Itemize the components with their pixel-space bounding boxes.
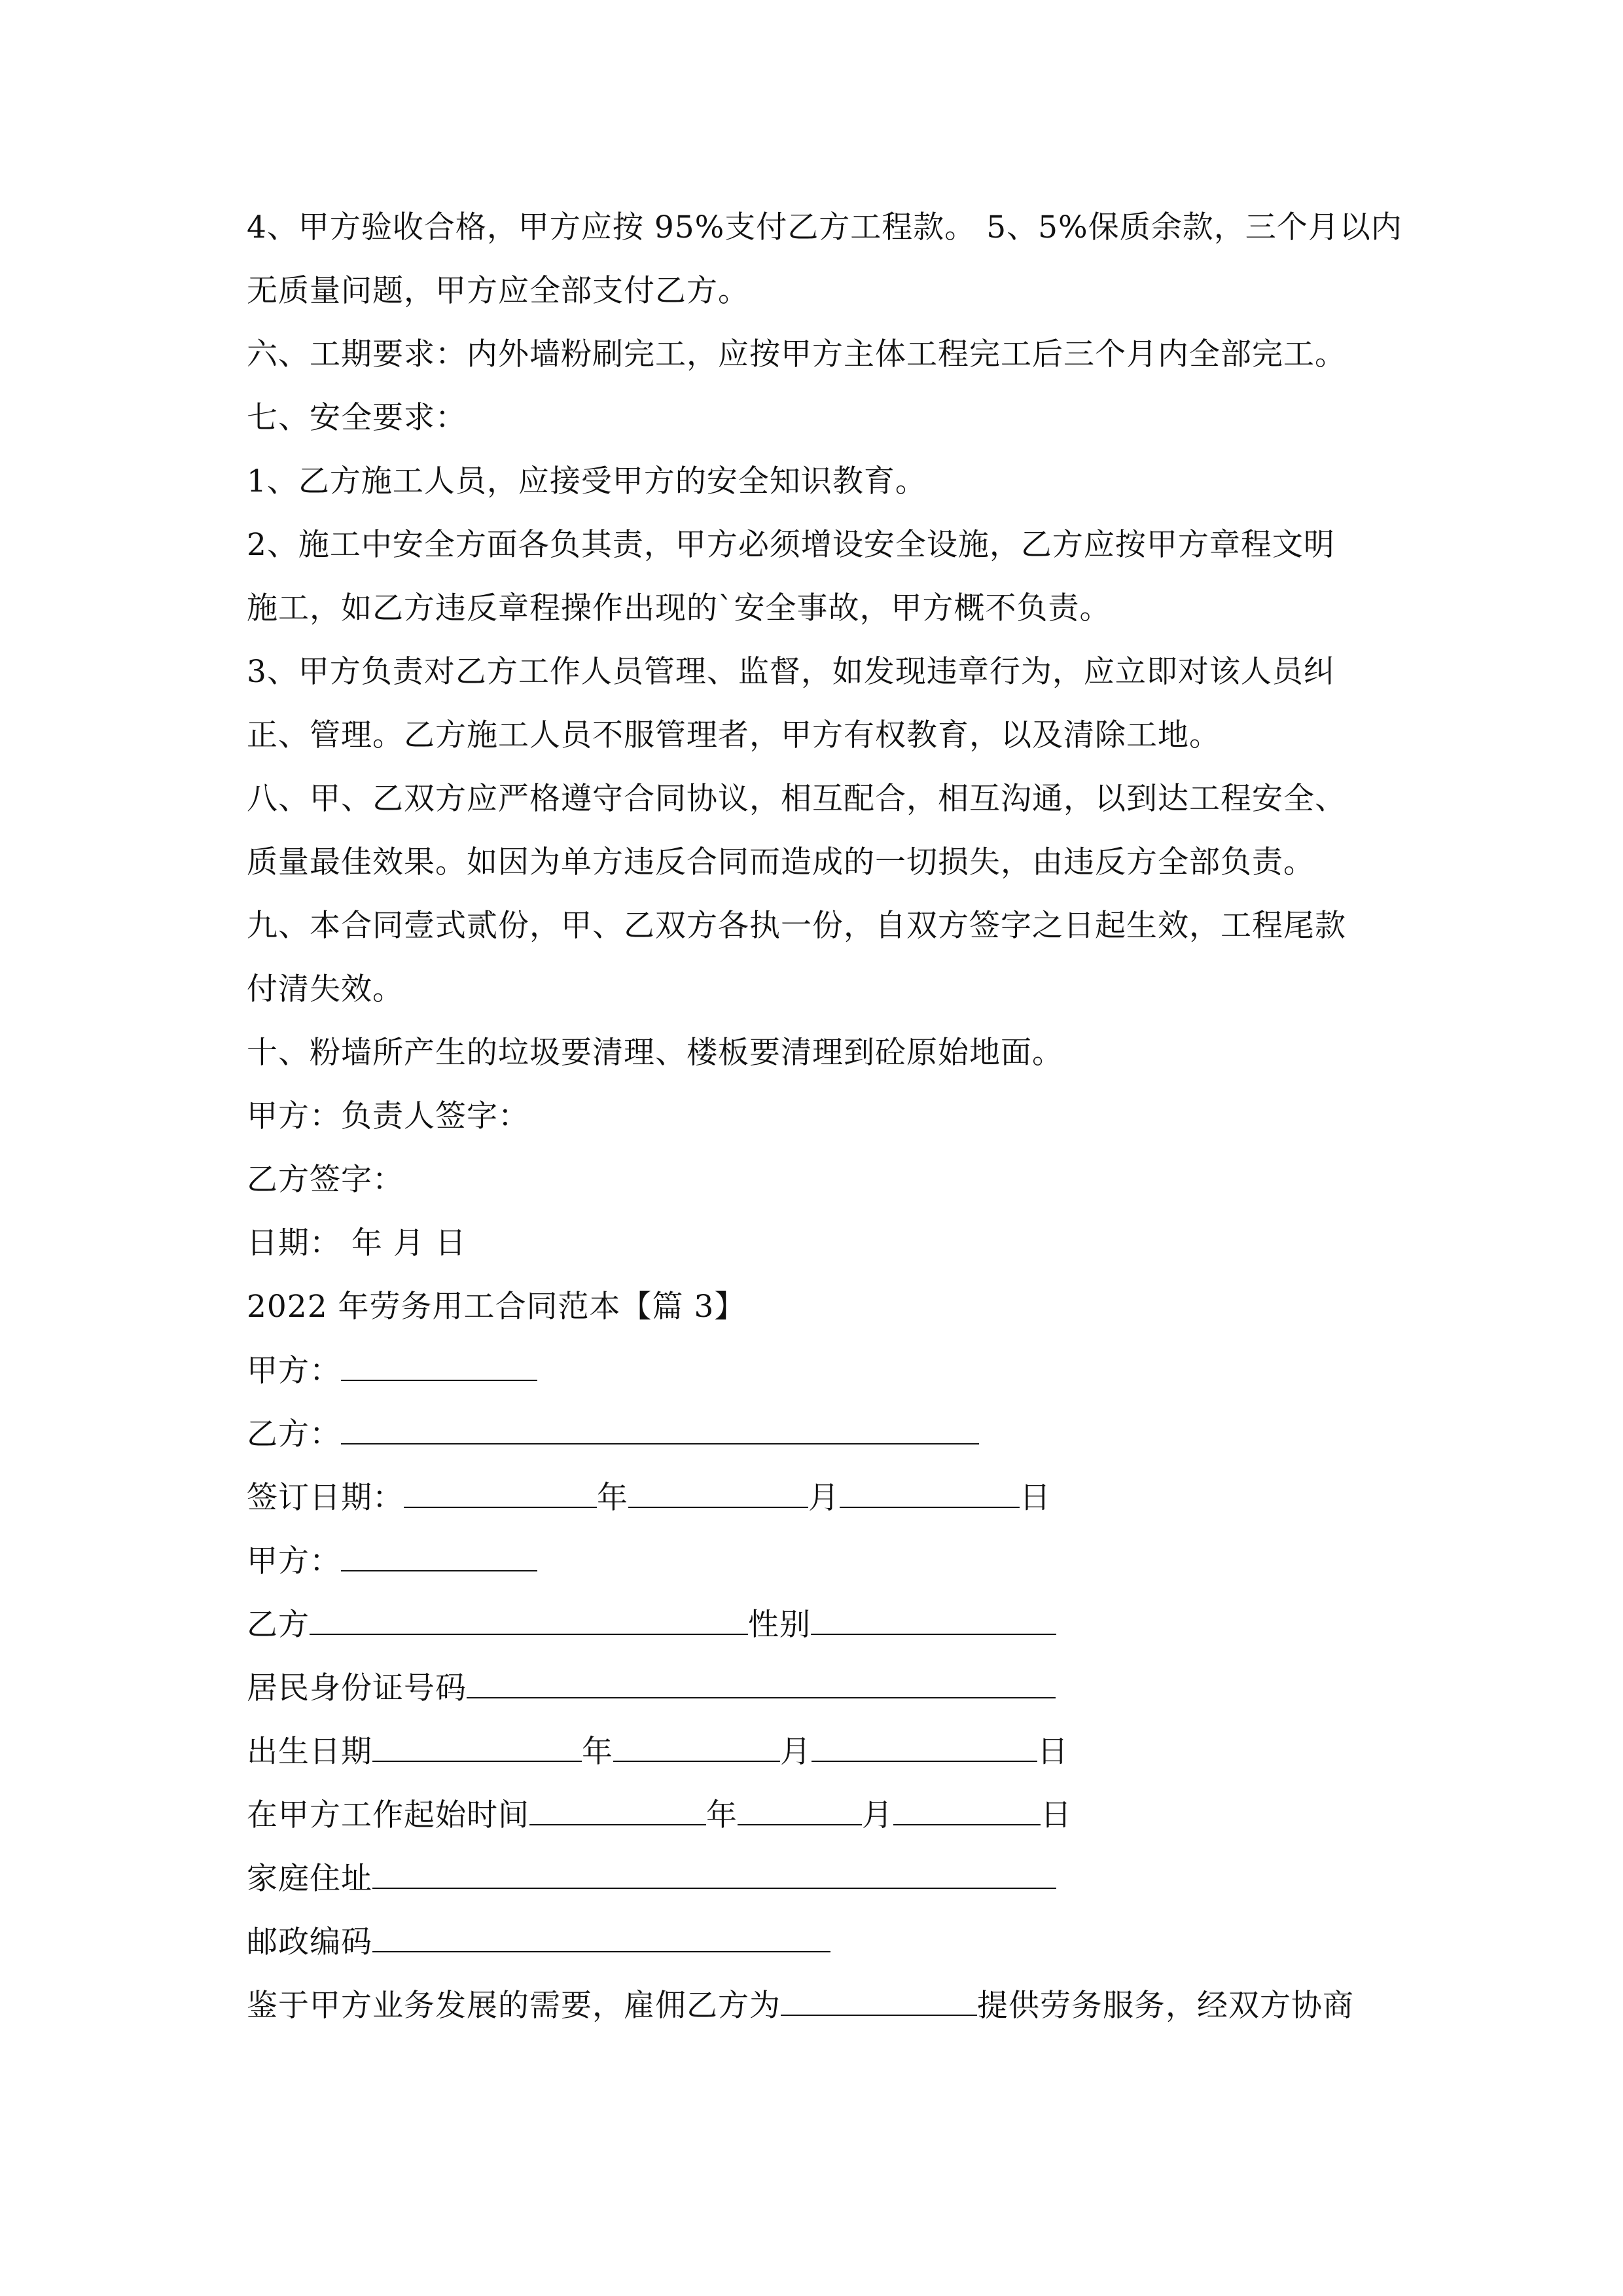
form-postcode-row (247, 1922, 830, 1962)
signature-party-b: 乙方签字： (247, 1162, 404, 1198)
form-party-a-row-2 (247, 1541, 537, 1581)
start-day-label: 日 (1041, 1797, 1072, 1833)
paragraph-eight-cont: 质量最佳效果。如因为单方违反合同而造成的一切损失，由违反方全部负责。 (247, 844, 1315, 880)
employment-intro-text-cont: 提供劳务服务，经双方协商 (977, 1988, 1354, 2024)
paragraph-nine-cont: 付清失效。 (247, 971, 404, 1007)
paragraph-safety-3: 3、甲方负责对乙方工作人员管理、监督，如发现违章行为，应立即对该人员纠 (247, 654, 1335, 690)
birth-day-label: 日 (1037, 1734, 1069, 1770)
start-year-label: 年 (706, 1797, 738, 1833)
gender-label: 性别 (748, 1607, 811, 1643)
sign-year-blank[interactable] (404, 1478, 597, 1508)
birth-year-blank[interactable] (372, 1732, 582, 1762)
form-address-row (247, 1859, 1056, 1899)
party-b-label-2: 乙方 (247, 1607, 310, 1643)
birth-month-label: 月 (780, 1734, 812, 1770)
address-blank[interactable] (372, 1859, 1056, 1889)
employment-intro-text: 鉴于甲方业务发展的需要，雇佣乙方为 (247, 1988, 781, 2024)
party-b-name-blank[interactable] (310, 1605, 748, 1635)
start-year-blank[interactable] (529, 1795, 706, 1825)
service-target-blank[interactable] (781, 1986, 977, 2016)
start-month-blank[interactable] (738, 1795, 862, 1825)
party-a-label: 甲方： (247, 1353, 341, 1389)
start-month-label: 月 (862, 1797, 893, 1833)
section-title: 2022 年劳务用工合同范本【篇 3】 (247, 1289, 746, 1325)
form-id-row (247, 1668, 1056, 1708)
form-party-b-row (247, 1414, 979, 1454)
paragraph-payment-terms: 4、甲方验收合格，甲方应按 95%支付乙方工程款。 5、5%保质余款，三个月以内 (247, 209, 1402, 245)
form-birth-row (247, 1732, 1069, 1772)
address-label: 家庭住址 (247, 1861, 372, 1897)
gender-blank[interactable] (811, 1605, 1056, 1635)
start-time-label: 在甲方工作起始时间 (247, 1797, 529, 1833)
paragraph-nine: 九、本合同壹式贰份，甲、乙双方各执一份，自双方签字之日起生效，工程尾款 (247, 908, 1346, 944)
party-a-blank-2[interactable] (341, 1541, 537, 1571)
birth-month-blank[interactable] (613, 1732, 780, 1762)
birth-date-label: 出生日期 (247, 1734, 372, 1770)
paragraph-safety-3-cont: 正、管理。乙方施工人员不服管理者，甲方有权教育，以及清除工地。 (247, 717, 1221, 753)
paragraph-ten: 十、粉墙所产生的垃圾要清理、楼板要清理到砼原始地面。 (247, 1035, 1063, 1071)
postcode-blank[interactable] (372, 1922, 830, 1952)
paragraph-schedule: 六、工期要求：内外墙粉刷完工，应按甲方主体工程完工后三个月内全部完工。 (247, 336, 1346, 372)
birth-year-label: 年 (582, 1734, 613, 1770)
postcode-label: 邮政编码 (247, 1924, 372, 1960)
paragraph-payment-terms-cont: 无质量问题，甲方应全部支付乙方。 (247, 273, 749, 309)
paragraph-safety-2-cont: 施工，如乙方违反章程操作出现的`安全事故，甲方概不负责。 (247, 590, 1111, 626)
form-start-time-row (247, 1795, 1072, 1835)
paragraph-safety-2: 2、施工中安全方面各负其责，甲方必须增设安全设施，乙方应按甲方章程文明 (247, 527, 1335, 563)
paragraph-employment-intro (247, 1986, 1354, 2026)
signature-party-a: 甲方：负责人签字： (247, 1098, 529, 1134)
sign-month-label: 月 (808, 1480, 840, 1516)
paragraph-eight: 八、甲、乙双方应严格遵守合同协议，相互配合，相互沟通，以到达工程安全、 (247, 781, 1346, 817)
birth-day-blank[interactable] (812, 1732, 1037, 1762)
paragraph-safety-1: 1、乙方施工人员，应接受甲方的安全知识教育。 (247, 463, 927, 499)
form-sign-date-row (247, 1478, 1051, 1518)
sign-date-label: 签订日期： (247, 1480, 404, 1516)
sign-month-blank[interactable] (628, 1478, 808, 1508)
form-party-b-gender-row (247, 1605, 1056, 1645)
sign-day-label: 日 (1020, 1480, 1051, 1516)
party-b-label: 乙方： (247, 1416, 341, 1452)
party-a-blank[interactable] (341, 1351, 537, 1381)
id-number-blank[interactable] (467, 1668, 1056, 1698)
id-number-label: 居民身份证号码 (247, 1670, 467, 1706)
start-day-blank[interactable] (893, 1795, 1041, 1825)
party-b-blank[interactable] (341, 1414, 979, 1444)
form-party-a-row (247, 1351, 537, 1391)
heading-safety: 七、安全要求： (247, 400, 467, 436)
party-a-label-2: 甲方： (247, 1543, 341, 1579)
sign-year-label: 年 (597, 1480, 628, 1516)
sign-day-blank[interactable] (840, 1478, 1020, 1508)
signature-date: 日期： 年 月 日 (247, 1225, 467, 1261)
